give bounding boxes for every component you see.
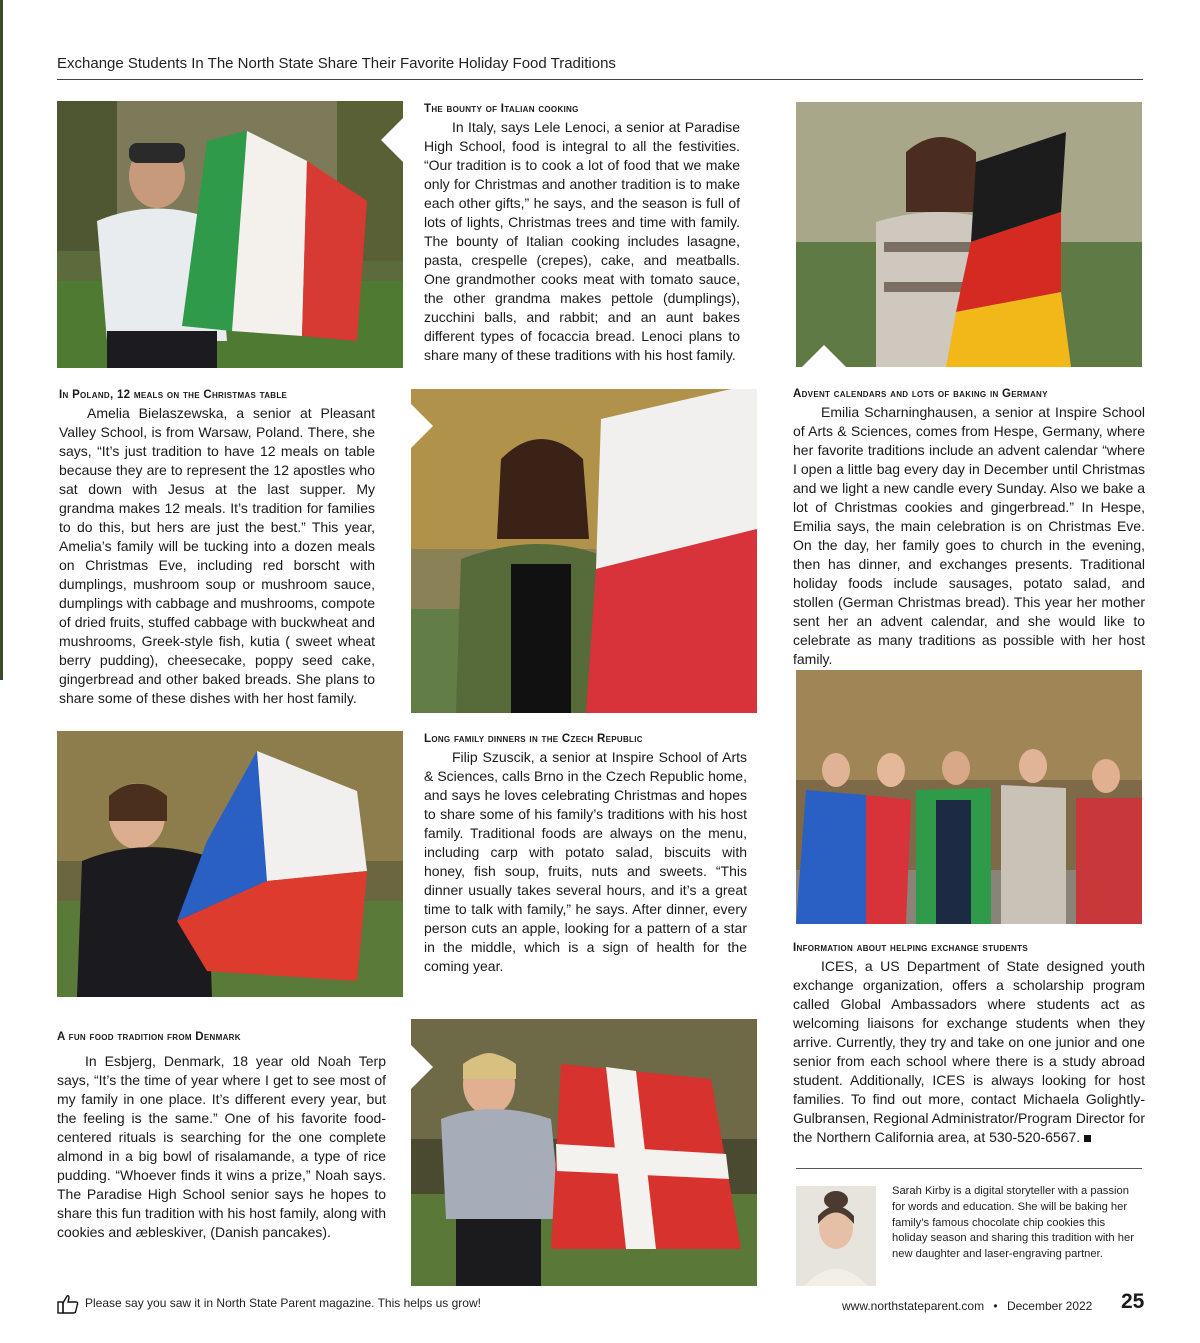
photo-notch [411,404,433,448]
photo-czech-flag-student [57,731,403,997]
left-edge-bar [0,0,3,680]
footer-separator: • [993,1299,998,1313]
section-info [793,939,1145,1147]
heading-poland: In Poland, 12 meals on the Christmas table [59,389,288,401]
body-denmark: In Esbjerg, Denmark, 18 year old Noah Terp says, “It’s the time of year where I get to see most of my family in one place. It’s different every year, but the feeling is the same.” One of his favorite food-centered rituals is searching for the one complete almond in a big bowl of risalamande, a type of rice pudding. “Whoever finds it wins a prize,” Noah says. The Paradise High School senior says he hopes to share this fun tradition with his host family, along with cookies and æbleskiver, (Danish pancakes). [57,1053,386,1240]
footer-url[interactable]: www.northstateparent.com [842,1299,985,1313]
footer-left [57,1294,481,1314]
photo-notch [802,345,846,367]
end-mark [1084,1135,1091,1142]
footer-right [842,1299,1092,1313]
photo-group-students-flags [796,670,1142,924]
body-info: ICES, a US Department of State designed youth exchange organization, offers a scholarship program called Global Ambassadors where students act as welcoming liaisons for exchange students when they arrive. Currently, they try and take on one junior and one senior from each school where there is a study abroad student. Additionally, ICES is always looking for host families. To find out more, contact Michaela Golightly-Gulbransen, Regional Administrator/Program Director for the Northern California area, at 530-520-6567. [793,958,1145,1145]
photo-author-headshot [796,1186,876,1286]
author-bio: Sarah Kirby is a digital storyteller with a passion for words and education. She will be baking her family’s famous chocolate chip cookies this holiday season and sharing this tradition with her new daughter and laser-engraving partner. [892,1185,1134,1261]
body-germany: Emilia Scharninghausen, a senior at Inspire School of Arts & Sciences, comes from Hespe, Germany, where her favorite traditions include an advent calendar “where I open a little bag every day in December until Christmas and we light a new candle every Sunday. Also we bake a lot of Christmas cookies and gingerbread.” In Hespe, Emilia says, the main celebration is on Christmas Eve. On the day, her family goes to church in the evening, then has dinner, and exchanges presents. Traditional holiday foods include sausages, potato salad, and stollen (German Christmas bread). This year her mother sent her an advent calendar, and she would like to celebrate as many traditions as possible with her host family. [793,404,1145,667]
photo-poland-flag-student [411,389,757,713]
section-denmark [57,1028,386,1242]
footer-tagline: Please say you saw it in North State Parent magazine. This helps us grow! [85,1296,481,1311]
footer-date: December 2022 [1006,1299,1093,1313]
heading-denmark: A fun food tradition from Denmark [57,1031,241,1043]
section-germany [793,385,1145,669]
section-italy [424,100,740,365]
photo-notch [381,118,403,162]
body-czech: Filip Szuscik, a senior at Inspire School of Arts & Sciences, calls Brno in the Czech Republic home, and says he loves celebrating Christmas and hopes to share some of his family’s traditions with his host family. Traditional foods are always on the menu, including carp with potato salad, biscuits with honey, fish soup, fruits, nuts and sweets. “This dinner usually takes several hours, and it’s a great time to talk with family,” he says. After dinner, every person cuts an apple, looking for a pattern of a star in the middle, which is a sign of health for the coming year. [424,749,747,974]
section-czech [424,730,747,976]
body-italy: In Italy, says Lele Lenoci, a senior at Paradise High School, food is integral to all the festivities. “Our tradition is to cook a lot of food that we make only for Christmas and another tradition is to make each other gifts,” he says, and the season is full of lots of lights, Christmas trees and time with family. The bounty of Italian cooking includes lasagne, pasta, crespelle (crepes), cake, and meatballs. One grandmother cooks meat with tomato sauce, the other grandma makes pettole (dumplings), zucchini balls, and rabbit; and an aunt bakes different types of focaccia bread. Lenoci plans to share many of these traditions with his host family. [424,119,740,363]
page-number: 25 [1121,1290,1145,1313]
photo-germany-flag-student [796,102,1142,367]
photo-denmark-flag-student [411,1019,757,1286]
heading-italy: The bounty of Italian cooking [424,103,579,115]
thumbs-up-icon [57,1294,79,1314]
heading-info: Information about helping exchange students [793,942,1028,954]
running-head: Exchange Students In The North State Share Their Favorite Holiday Food Traditions [57,55,1143,80]
heading-germany: Advent calendars and lots of baking in Germany [793,388,1048,400]
bio-divider [796,1168,1142,1169]
body-poland: Amelia Bielaszewska, a senior at Pleasant Valley School, is from Warsaw, Poland. There, she says, “It’s just tradition to have 12 meals on table because they are to represent the 12 apostles who sat down with Jesus at the last supper. My grandma makes 12 meals. It’s tradition for families to do this, but hers are just the best.” This year, Amelia’s family will be tucking into a dozen meals on Christmas Eve, including red borscht with dumplings, mushroom soup or mushroom sauce, dumplings with cabbage and mushrooms, compote of dried fruits, stuffed cabbage with buckwheat and mushrooms, Greek-style fish, kutia ( sweet wheat berry pudding), cheesecake, poppy seed cake, gingerbread and other baked breads. She plans to share some of these dishes with her host family. [59,405,375,706]
section-poland [59,386,375,708]
heading-czech: Long family dinners in the Czech Republic [424,733,643,745]
photo-notch [411,1045,433,1089]
photo-italy-flag-student [57,101,403,368]
